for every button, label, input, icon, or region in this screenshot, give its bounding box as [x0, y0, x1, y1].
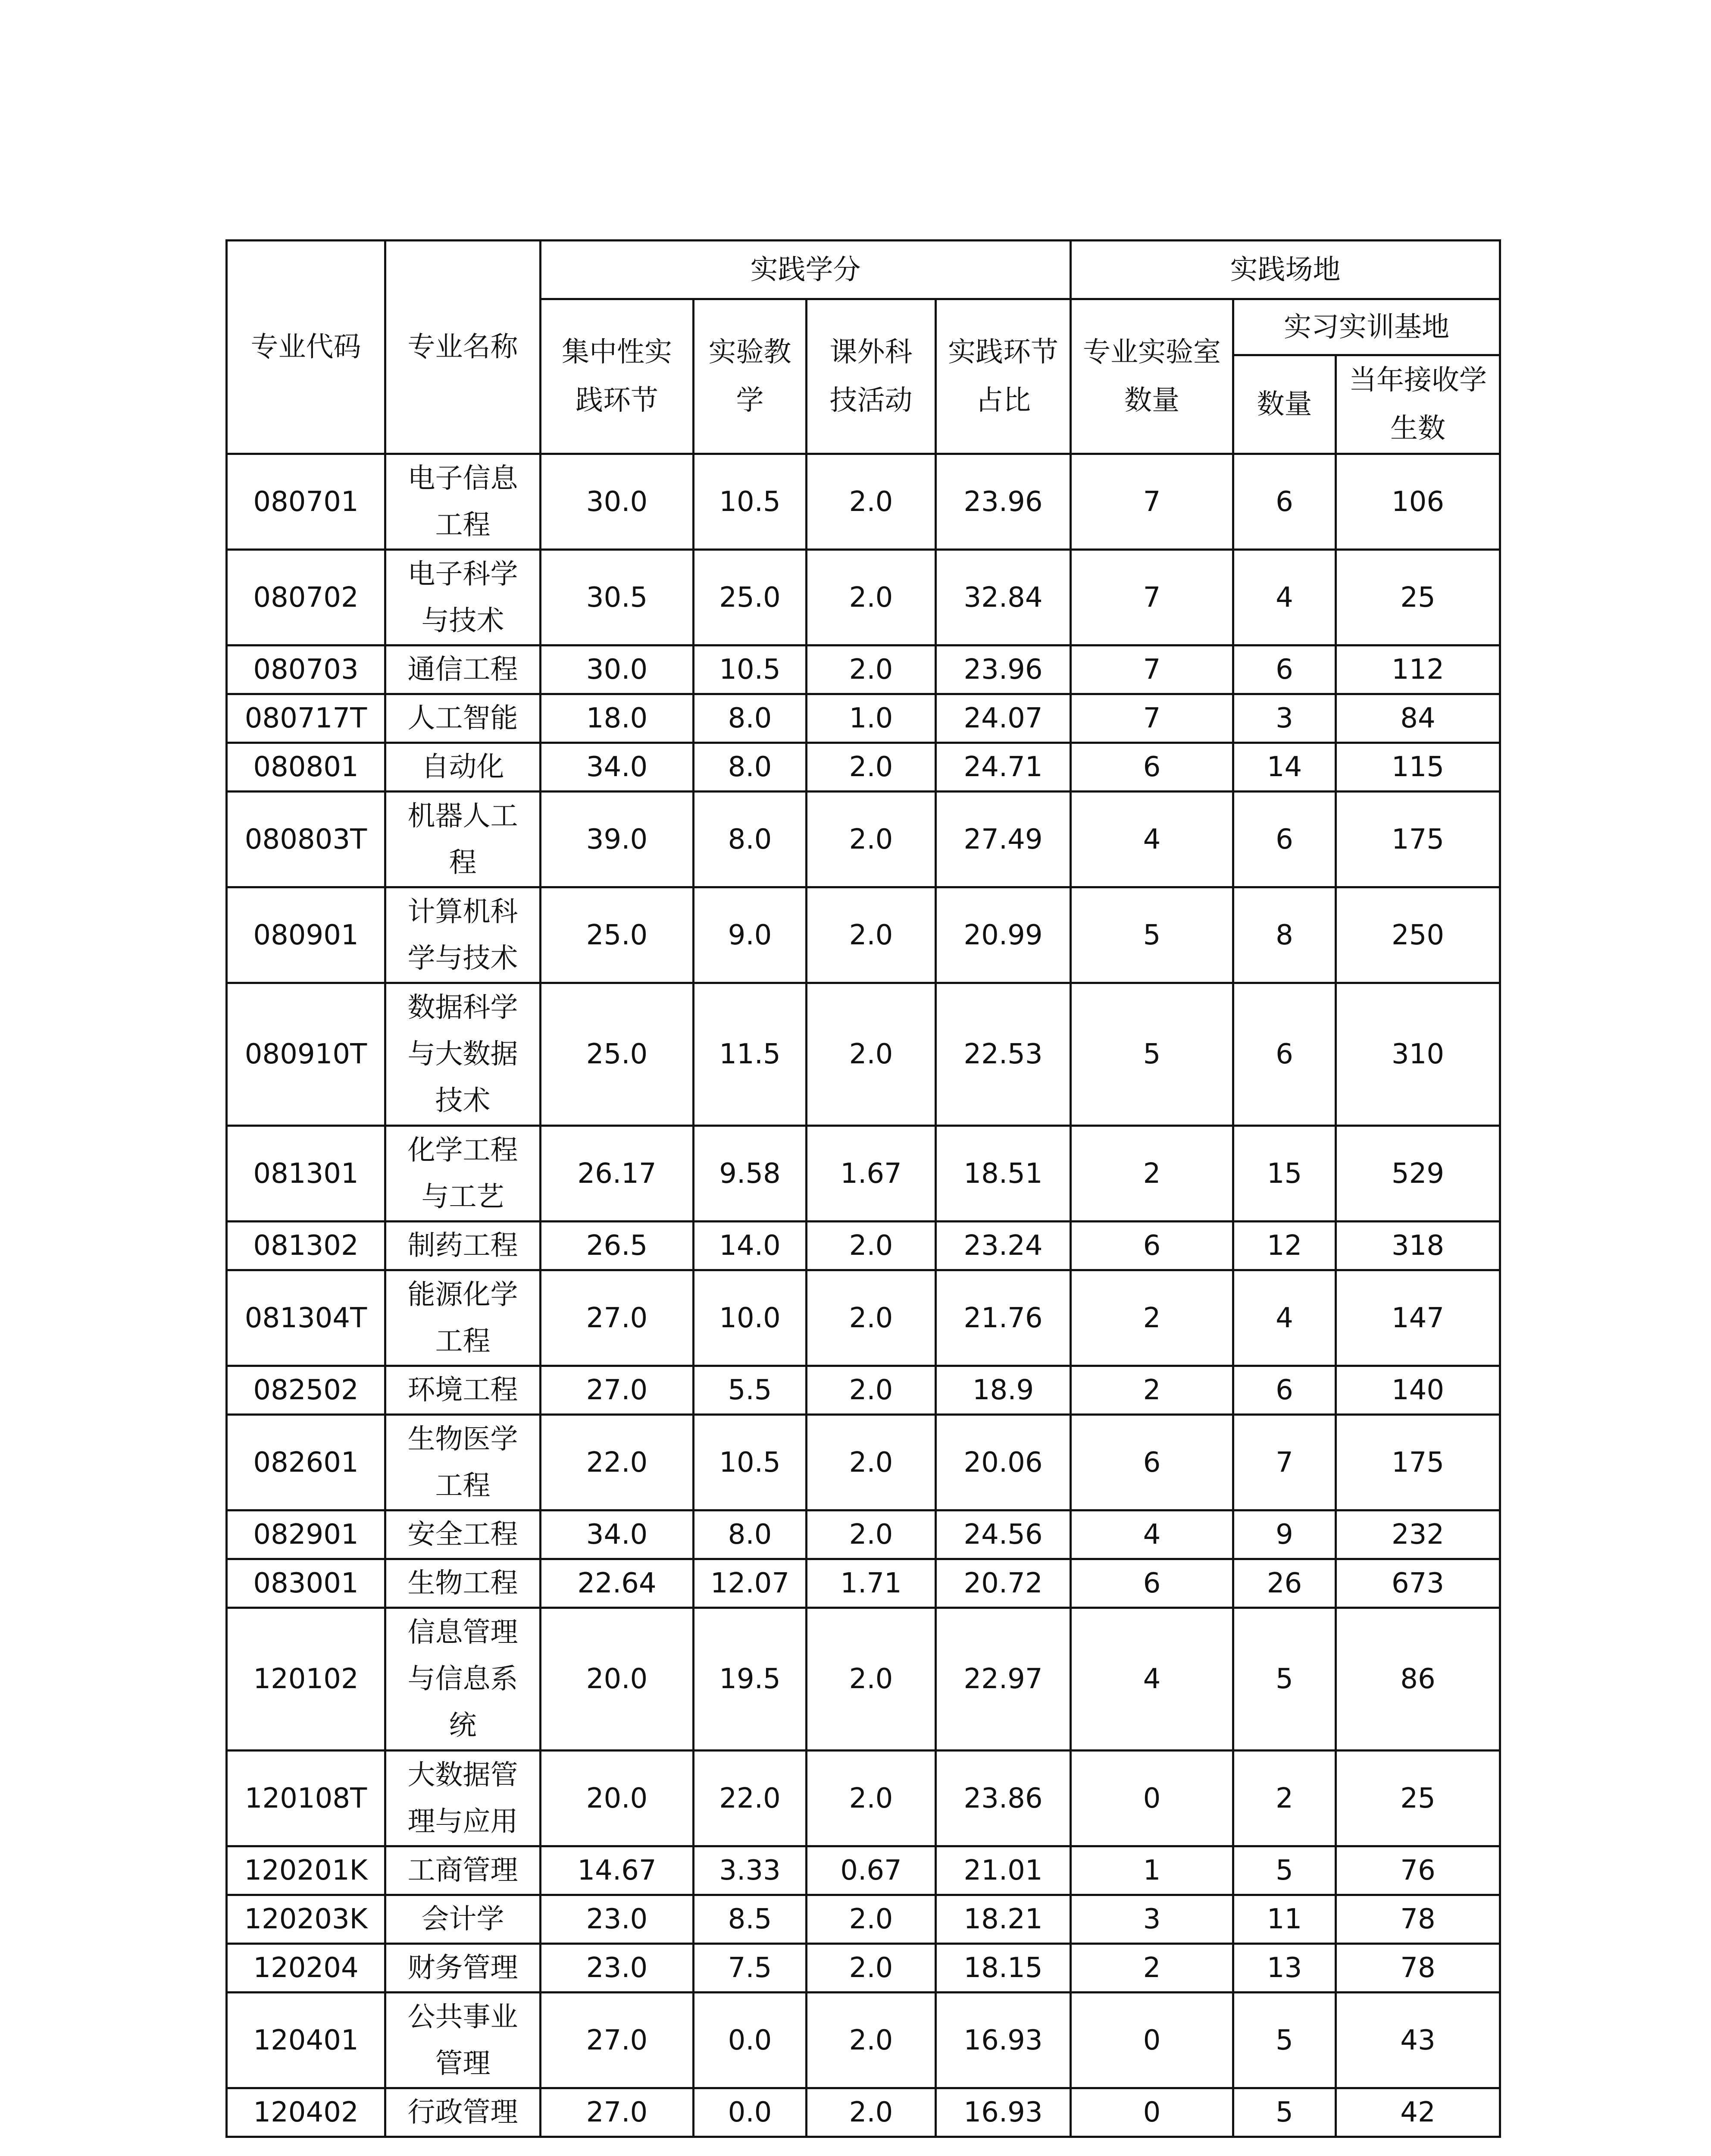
cell-extracurricular-activities: 2.0 [807, 1366, 936, 1415]
cell-students-received: 140 [1336, 1366, 1500, 1415]
cell-students-received: 78 [1336, 1944, 1500, 1993]
header-extracurricular-activities: 课外科技活动 [807, 299, 936, 454]
cell-base-count: 4 [1233, 1270, 1336, 1366]
cell-base-count: 5 [1233, 1846, 1336, 1895]
cell-extracurricular-activities: 2.0 [807, 1993, 936, 2088]
cell-students-received: 78 [1336, 1895, 1500, 1944]
header-major-code: 专业代码 [227, 241, 385, 454]
cell-experimental-teaching: 10.5 [694, 454, 807, 550]
cell-major-name: 环境工程 [385, 1366, 541, 1415]
cell-experimental-teaching: 0.0 [694, 1993, 807, 2088]
cell-experimental-teaching: 3.33 [694, 1846, 807, 1895]
cell-lab-count: 6 [1071, 1415, 1233, 1510]
cell-concentrated-practice: 25.0 [541, 887, 694, 983]
cell-practice-ratio: 21.01 [936, 1846, 1071, 1895]
cell-lab-count: 0 [1071, 1751, 1233, 1846]
cell-experimental-teaching: 7.5 [694, 1944, 807, 1993]
cell-concentrated-practice: 22.64 [541, 1559, 694, 1608]
cell-lab-count: 2 [1071, 1270, 1233, 1366]
table-body [227, 241, 1500, 2137]
cell-concentrated-practice: 30.0 [541, 646, 694, 694]
cell-major-code: 080801 [227, 743, 385, 792]
cell-major-name: 财务管理 [385, 1944, 541, 1993]
cell-major-name: 电子科学与技术 [385, 550, 541, 646]
cell-extracurricular-activities: 2.0 [807, 1415, 936, 1510]
header-practice-credits: 实践学分 [541, 241, 1071, 299]
cell-experimental-teaching: 10.0 [694, 1270, 807, 1366]
cell-lab-count: 3 [1071, 1895, 1233, 1944]
cell-lab-count: 6 [1071, 743, 1233, 792]
cell-lab-count: 6 [1071, 1559, 1233, 1608]
cell-students-received: 175 [1336, 792, 1500, 887]
table-row [227, 1126, 1500, 1222]
cell-students-received: 673 [1336, 1559, 1500, 1608]
cell-concentrated-practice: 23.0 [541, 1944, 694, 1993]
table-row [227, 1895, 1500, 1944]
cell-major-code: 080703 [227, 646, 385, 694]
table-row [227, 1222, 1500, 1270]
cell-extracurricular-activities: 2.0 [807, 1944, 936, 1993]
cell-students-received: 147 [1336, 1270, 1500, 1366]
cell-lab-count: 7 [1071, 646, 1233, 694]
cell-concentrated-practice: 20.0 [541, 1751, 694, 1846]
cell-base-count: 6 [1233, 646, 1336, 694]
cell-extracurricular-activities: 2.0 [807, 646, 936, 694]
cell-concentrated-practice: 27.0 [541, 1993, 694, 2088]
cell-students-received: 25 [1336, 1751, 1500, 1846]
cell-lab-count: 7 [1071, 694, 1233, 743]
cell-major-name: 会计学 [385, 1895, 541, 1944]
table-row [227, 2088, 1500, 2137]
cell-extracurricular-activities: 2.0 [807, 1270, 936, 1366]
header-practice-ratio: 实践环节占比 [936, 299, 1071, 454]
table-row [227, 1751, 1500, 1846]
cell-base-count: 12 [1233, 1222, 1336, 1270]
cell-practice-ratio: 20.06 [936, 1415, 1071, 1510]
cell-students-received: 529 [1336, 1126, 1500, 1222]
cell-extracurricular-activities: 2.0 [807, 454, 936, 550]
table-row [227, 454, 1500, 550]
cell-lab-count: 7 [1071, 454, 1233, 550]
cell-base-count: 13 [1233, 1944, 1336, 1993]
cell-major-name: 化学工程与工艺 [385, 1126, 541, 1222]
cell-major-code: 120402 [227, 2088, 385, 2137]
cell-practice-ratio: 23.96 [936, 454, 1071, 550]
cell-students-received: 43 [1336, 1993, 1500, 2088]
cell-major-code: 082601 [227, 1415, 385, 1510]
cell-students-received: 318 [1336, 1222, 1500, 1270]
cell-major-code: 080702 [227, 550, 385, 646]
cell-concentrated-practice: 26.5 [541, 1222, 694, 1270]
cell-concentrated-practice: 20.0 [541, 1608, 694, 1751]
cell-base-count: 5 [1233, 1608, 1336, 1751]
cell-practice-ratio: 24.07 [936, 694, 1071, 743]
cell-extracurricular-activities: 2.0 [807, 2088, 936, 2137]
cell-experimental-teaching: 19.5 [694, 1608, 807, 1751]
cell-lab-count: 2 [1071, 1366, 1233, 1415]
cell-major-code: 081302 [227, 1222, 385, 1270]
cell-major-name: 制药工程 [385, 1222, 541, 1270]
cell-major-name: 通信工程 [385, 646, 541, 694]
cell-major-name: 大数据管理与应用 [385, 1751, 541, 1846]
cell-base-count: 26 [1233, 1559, 1336, 1608]
cell-experimental-teaching: 9.58 [694, 1126, 807, 1222]
cell-practice-ratio: 18.51 [936, 1126, 1071, 1222]
table-row [227, 1270, 1500, 1366]
cell-major-name: 生物工程 [385, 1559, 541, 1608]
cell-extracurricular-activities: 2.0 [807, 743, 936, 792]
cell-major-code: 120102 [227, 1608, 385, 1751]
cell-extracurricular-activities: 2.0 [807, 1895, 936, 1944]
cell-practice-ratio: 20.72 [936, 1559, 1071, 1608]
header-internship-bases: 实习实训基地 [1233, 299, 1500, 355]
cell-lab-count: 5 [1071, 983, 1233, 1126]
cell-experimental-teaching: 9.0 [694, 887, 807, 983]
cell-students-received: 76 [1336, 1846, 1500, 1895]
cell-students-received: 175 [1336, 1415, 1500, 1510]
cell-major-code: 080910T [227, 983, 385, 1126]
cell-experimental-teaching: 10.5 [694, 646, 807, 694]
cell-experimental-teaching: 11.5 [694, 983, 807, 1126]
cell-concentrated-practice: 23.0 [541, 1895, 694, 1944]
cell-extracurricular-activities: 2.0 [807, 1222, 936, 1270]
cell-practice-ratio: 18.21 [936, 1895, 1071, 1944]
cell-practice-ratio: 23.96 [936, 646, 1071, 694]
cell-extracurricular-activities: 1.67 [807, 1126, 936, 1222]
cell-major-code: 120401 [227, 1993, 385, 2088]
cell-major-name: 自动化 [385, 743, 541, 792]
cell-major-name: 公共事业管理 [385, 1993, 541, 2088]
table-row [227, 1510, 1500, 1559]
cell-concentrated-practice: 26.17 [541, 1126, 694, 1222]
cell-lab-count: 1 [1071, 1846, 1233, 1895]
cell-extracurricular-activities: 2.0 [807, 1608, 936, 1751]
cell-extracurricular-activities: 2.0 [807, 792, 936, 887]
cell-major-code: 120201K [227, 1846, 385, 1895]
cell-base-count: 4 [1233, 550, 1336, 646]
cell-major-code: 080803T [227, 792, 385, 887]
cell-practice-ratio: 21.76 [936, 1270, 1071, 1366]
cell-extracurricular-activities: 1.71 [807, 1559, 936, 1608]
table-row [227, 694, 1500, 743]
cell-lab-count: 2 [1071, 1944, 1233, 1993]
cell-concentrated-practice: 30.5 [541, 550, 694, 646]
table-row [227, 983, 1500, 1126]
cell-experimental-teaching: 8.5 [694, 1895, 807, 1944]
cell-experimental-teaching: 14.0 [694, 1222, 807, 1270]
cell-experimental-teaching: 8.0 [694, 792, 807, 887]
cell-concentrated-practice: 39.0 [541, 792, 694, 887]
cell-practice-ratio: 20.99 [936, 887, 1071, 983]
cell-base-count: 11 [1233, 1895, 1336, 1944]
cell-concentrated-practice: 18.0 [541, 694, 694, 743]
cell-students-received: 84 [1336, 694, 1500, 743]
cell-base-count: 5 [1233, 2088, 1336, 2137]
cell-base-count: 6 [1233, 983, 1336, 1126]
cell-concentrated-practice: 27.0 [541, 2088, 694, 2137]
cell-base-count: 5 [1233, 1993, 1336, 2088]
cell-major-code: 080701 [227, 454, 385, 550]
cell-experimental-teaching: 12.07 [694, 1559, 807, 1608]
cell-major-code: 082502 [227, 1366, 385, 1415]
cell-lab-count: 4 [1071, 1510, 1233, 1559]
header-row-1 [227, 241, 1500, 299]
cell-major-code: 080717T [227, 694, 385, 743]
cell-major-name: 工商管理 [385, 1846, 541, 1895]
cell-concentrated-practice: 34.0 [541, 743, 694, 792]
cell-students-received: 25 [1336, 550, 1500, 646]
cell-practice-ratio: 23.86 [936, 1751, 1071, 1846]
cell-experimental-teaching: 8.0 [694, 743, 807, 792]
cell-practice-ratio: 27.49 [936, 792, 1071, 887]
table-row [227, 1608, 1500, 1751]
cell-major-code: 083001 [227, 1559, 385, 1608]
table-row [227, 1415, 1500, 1510]
cell-major-name: 机器人工程 [385, 792, 541, 887]
cell-students-received: 232 [1336, 1510, 1500, 1559]
cell-major-code: 120108T [227, 1751, 385, 1846]
cell-practice-ratio: 24.71 [936, 743, 1071, 792]
cell-extracurricular-activities: 2.0 [807, 983, 936, 1126]
table-row [227, 1846, 1500, 1895]
table-row [227, 1944, 1500, 1993]
cell-base-count: 6 [1233, 454, 1336, 550]
cell-concentrated-practice: 27.0 [541, 1366, 694, 1415]
cell-major-name: 计算机科学与技术 [385, 887, 541, 983]
cell-major-name: 信息管理与信息系统 [385, 1608, 541, 1751]
cell-major-name: 行政管理 [385, 2088, 541, 2137]
cell-experimental-teaching: 5.5 [694, 1366, 807, 1415]
cell-major-code: 120204 [227, 1944, 385, 1993]
table-row [227, 1993, 1500, 2088]
cell-students-received: 42 [1336, 2088, 1500, 2137]
cell-major-name: 数据科学与大数据技术 [385, 983, 541, 1126]
cell-major-code: 081304T [227, 1270, 385, 1366]
cell-students-received: 250 [1336, 887, 1500, 983]
table-row [227, 1366, 1500, 1415]
header-experimental-teaching: 实验教学 [694, 299, 807, 454]
cell-major-name: 生物医学工程 [385, 1415, 541, 1510]
cell-practice-ratio: 32.84 [936, 550, 1071, 646]
cell-major-name: 能源化学工程 [385, 1270, 541, 1366]
table-row [227, 646, 1500, 694]
header-base-count: 数量 [1233, 355, 1336, 454]
cell-base-count: 8 [1233, 887, 1336, 983]
cell-base-count: 6 [1233, 1366, 1336, 1415]
cell-lab-count: 0 [1071, 1993, 1233, 2088]
cell-base-count: 6 [1233, 792, 1336, 887]
cell-experimental-teaching: 0.0 [694, 2088, 807, 2137]
cell-extracurricular-activities: 2.0 [807, 1751, 936, 1846]
cell-experimental-teaching: 25.0 [694, 550, 807, 646]
cell-practice-ratio: 23.24 [936, 1222, 1071, 1270]
cell-major-code: 080901 [227, 887, 385, 983]
cell-experimental-teaching: 10.5 [694, 1415, 807, 1510]
cell-practice-ratio: 24.56 [936, 1510, 1071, 1559]
cell-concentrated-practice: 30.0 [541, 454, 694, 550]
cell-concentrated-practice: 34.0 [541, 1510, 694, 1559]
header-concentrated-practice: 集中性实践环节 [541, 299, 694, 454]
header-practice-venues: 实践场地 [1071, 241, 1500, 299]
cell-concentrated-practice: 27.0 [541, 1270, 694, 1366]
cell-base-count: 7 [1233, 1415, 1336, 1510]
cell-students-received: 112 [1336, 646, 1500, 694]
cell-students-received: 106 [1336, 454, 1500, 550]
cell-major-name: 安全工程 [385, 1510, 541, 1559]
header-lab-count: 专业实验室数量 [1071, 299, 1233, 454]
table-row [227, 887, 1500, 983]
cell-lab-count: 7 [1071, 550, 1233, 646]
cell-experimental-teaching: 22.0 [694, 1751, 807, 1846]
cell-base-count: 15 [1233, 1126, 1336, 1222]
cell-extracurricular-activities: 1.0 [807, 694, 936, 743]
cell-lab-count: 5 [1071, 887, 1233, 983]
cell-major-code: 082901 [227, 1510, 385, 1559]
cell-practice-ratio: 18.15 [936, 1944, 1071, 1993]
cell-base-count: 9 [1233, 1510, 1336, 1559]
cell-experimental-teaching: 8.0 [694, 694, 807, 743]
practice-credits-table [225, 239, 1501, 2138]
cell-major-name: 人工智能 [385, 694, 541, 743]
cell-practice-ratio: 16.93 [936, 2088, 1071, 2137]
cell-lab-count: 6 [1071, 1222, 1233, 1270]
cell-lab-count: 2 [1071, 1126, 1233, 1222]
cell-practice-ratio: 22.97 [936, 1608, 1071, 1751]
cell-extracurricular-activities: 0.67 [807, 1846, 936, 1895]
cell-concentrated-practice: 14.67 [541, 1846, 694, 1895]
table-row [227, 743, 1500, 792]
table-row [227, 550, 1500, 646]
cell-practice-ratio: 18.9 [936, 1366, 1071, 1415]
cell-students-received: 86 [1336, 1608, 1500, 1751]
header-students-received: 当年接收学生数 [1336, 355, 1500, 454]
cell-students-received: 115 [1336, 743, 1500, 792]
cell-lab-count: 0 [1071, 2088, 1233, 2137]
cell-base-count: 2 [1233, 1751, 1336, 1846]
cell-concentrated-practice: 22.0 [541, 1415, 694, 1510]
cell-experimental-teaching: 8.0 [694, 1510, 807, 1559]
cell-base-count: 14 [1233, 743, 1336, 792]
cell-major-code: 120203K [227, 1895, 385, 1944]
table-row [227, 1559, 1500, 1608]
cell-extracurricular-activities: 2.0 [807, 550, 936, 646]
header-major-name: 专业名称 [385, 241, 541, 454]
table-row [227, 792, 1500, 887]
cell-students-received: 310 [1336, 983, 1500, 1126]
cell-major-code: 081301 [227, 1126, 385, 1222]
cell-practice-ratio: 16.93 [936, 1993, 1071, 2088]
cell-major-name: 电子信息工程 [385, 454, 541, 550]
cell-concentrated-practice: 25.0 [541, 983, 694, 1126]
cell-lab-count: 4 [1071, 1608, 1233, 1751]
cell-extracurricular-activities: 2.0 [807, 1510, 936, 1559]
cell-lab-count: 4 [1071, 792, 1233, 887]
cell-extracurricular-activities: 2.0 [807, 887, 936, 983]
cell-base-count: 3 [1233, 694, 1336, 743]
cell-practice-ratio: 22.53 [936, 983, 1071, 1126]
